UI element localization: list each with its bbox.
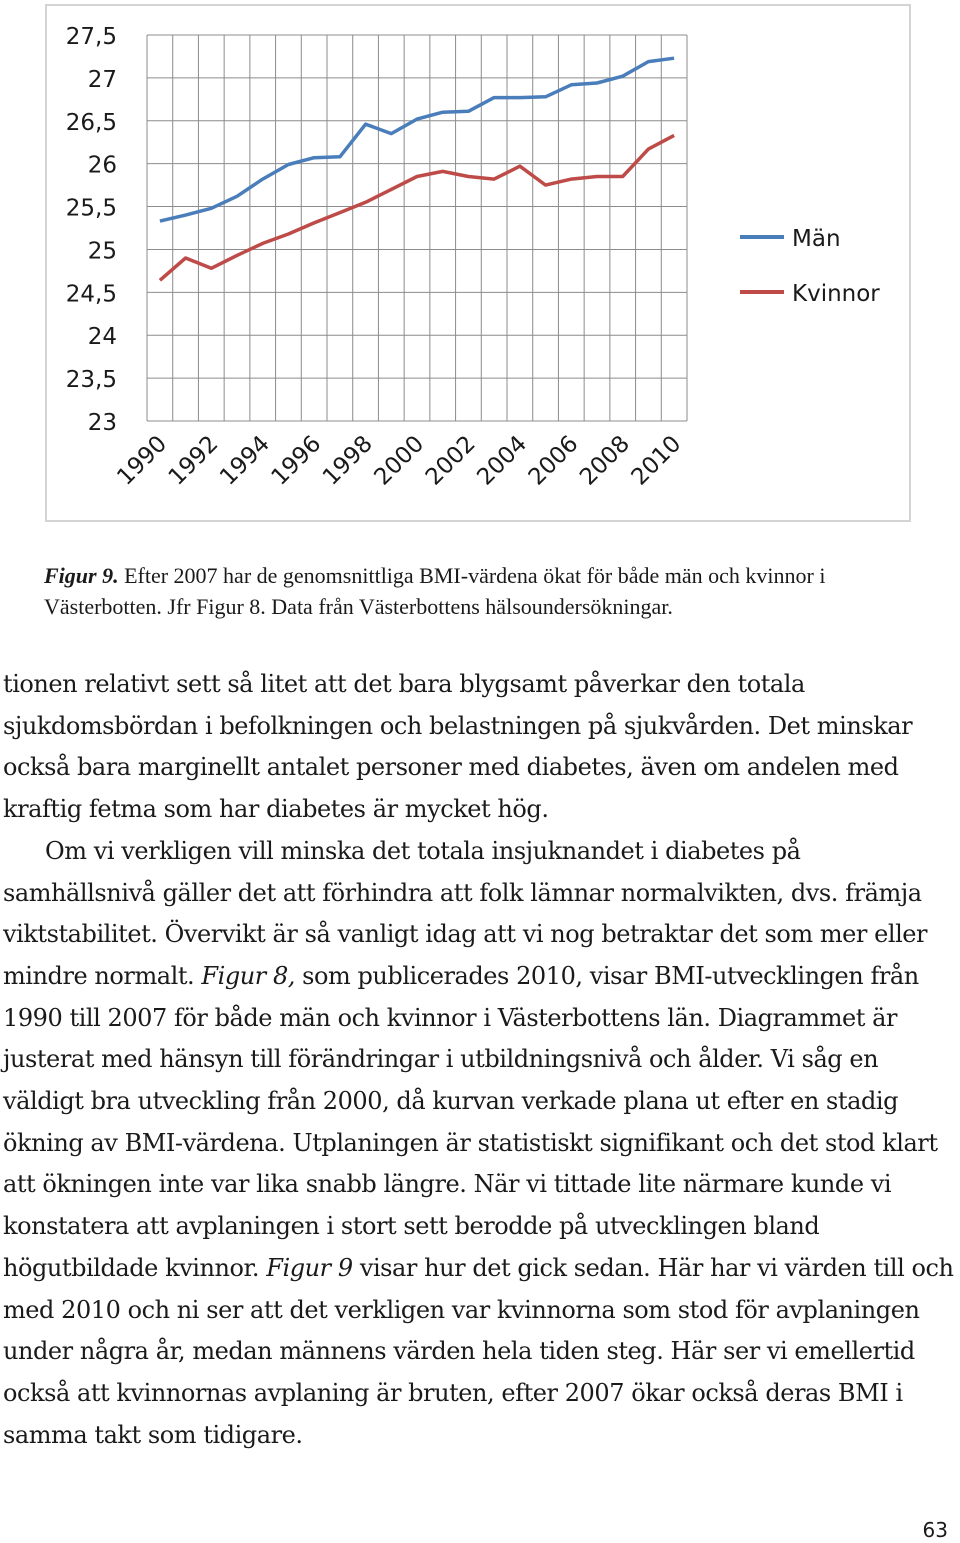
x-tick-label: 2000 <box>369 430 430 491</box>
series-line-1 <box>160 135 674 280</box>
y-tick-label: 24,5 <box>65 281 117 308</box>
paragraph-2-text-a: Om vi verkligen vill minska det totala insjuknandet i diabetes på samhällsnivå gäller det att förhindra att folk lämnar normalvikten, dvs. främja viktstabilitet. Övervikt är så vanligt idag att vi nog betraktar det som mer eller mindre normalt. <box>3 836 928 990</box>
x-tick-label: 1996 <box>266 430 327 491</box>
y-tick-label: 24 <box>87 324 117 351</box>
bmi-line-chart <box>47 6 909 520</box>
figure-8-reference: Figur 8, <box>201 961 295 990</box>
paragraph-1: tionen relativt sett så litet att det bara blygsamt påverkar den totala sjukdomsbördan i befolkningen och belastningen på sjukvården. Det minskar också bara marginellt antalet personer med diabetes, även om andelen med kraftig fetma som har diabetes är mycket hög. <box>3 670 913 824</box>
paragraph-2-text-b: som publicerades 2010, visar BMI-utvecklingen från 1990 till 2007 för både män och kvinnor i Västerbottens län. Diagrammet är justerat med hänsyn till förändringar i utbildningsnivå och ålder. Vi såg en väldigt bra utveckling från 2000, då kurvan verkade plana ut efter en stadig ökning av BMI-värdena. Utplaningen är statistiskt signifikant och det stod klart att ökningen inte var lika snabb längre. När vi tittade lite närmare kunde vi konstatera att avplaningen i stort sett berodde på utvecklingen bland högutbildade kvinnor. <box>3 961 938 1282</box>
y-tick-label: 26 <box>87 152 117 179</box>
x-tick-label: 2008 <box>575 430 635 491</box>
figure-caption <box>44 560 924 622</box>
y-tick-label: 25 <box>87 238 117 265</box>
paragraph-2 <box>3 831 955 1457</box>
page-number: 63 <box>922 1518 948 1542</box>
x-tick-label: 2006 <box>523 430 584 491</box>
y-tick-label: 25,5 <box>65 195 117 222</box>
x-tick-label: 2004 <box>472 430 533 491</box>
caption-text: Efter 2007 har de genomsnittliga BMI-värdena ökat för både män och kvinnor i Västerbotten. Jfr Figur 8. Data från Västerbottens hälsoundersökningar. <box>44 563 826 619</box>
x-tick-label: 1992 <box>163 430 224 491</box>
bmi-chart <box>45 4 911 522</box>
x-tick-label: 1994 <box>215 430 275 491</box>
y-tick-label: 27,5 <box>65 24 117 50</box>
y-tick-label: 23,5 <box>65 367 117 394</box>
y-tick-label: 27 <box>87 66 117 93</box>
series-line-0 <box>160 58 674 221</box>
legend-label-1: Kvinnor <box>792 281 880 307</box>
legend-label-0: Män <box>792 226 841 252</box>
y-tick-label: 23 <box>87 410 117 436</box>
x-tick-label: 1990 <box>112 430 173 491</box>
x-tick-label: 2002 <box>420 430 481 491</box>
caption-lead: Figur 9. <box>44 563 119 588</box>
body-text <box>3 664 955 1456</box>
x-tick-label: 2010 <box>626 430 687 491</box>
x-tick-label: 1998 <box>318 430 378 491</box>
paragraph-2-text-c: visar hur det gick sedan. Här har vi värden till och med 2010 och ni ser att det verkligen var kvinnorna som stod för avplaningen under några år, medan männens värden hela tiden steg. Här ser vi emellertid också att kvinnornas avplaning är bruten, efter 2007 ökar också deras BMI i samma takt som tidigare. <box>3 1253 954 1449</box>
y-tick-label: 26,5 <box>65 109 117 136</box>
figure-9-reference: Figur 9 <box>266 1253 353 1282</box>
